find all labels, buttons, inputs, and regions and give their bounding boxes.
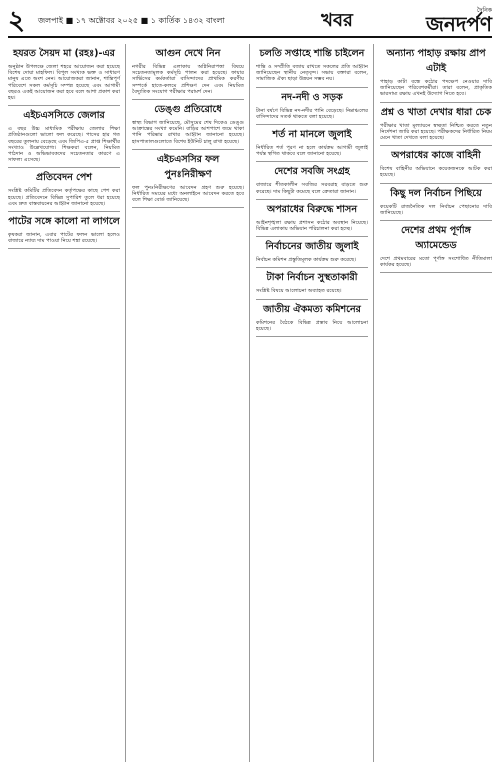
article-body: ফল পুনঃনিরীক্ষণের আবেদন গ্রহণ শুরু হয়েছে। নির্ধারিত সময়ের মধ্যে অনলাইনে আবেদন করতে হবে বলে শিক্ষা বোর্ড জানিয়েছে। bbox=[132, 184, 244, 204]
divider bbox=[256, 236, 368, 237]
article bbox=[380, 106, 492, 147]
article-headline: প্রতিবেদন পেশ bbox=[36, 172, 92, 184]
divider bbox=[256, 161, 368, 162]
article-body: সংশ্লিষ্ট কমিটির প্রতিবেদন কর্তৃপক্ষের কাছে পেশ করা হয়েছে। প্রতিবেদনে বিভিন্ন সুপারিশ তুলে ধরা হয়েছে এবং দ্রুত বাস্তবায়নের আহ্বান জানানো হয়েছে। bbox=[8, 188, 120, 207]
article-body: কমিশনের বৈঠকে বিভিন্ন প্রস্তাব নিয়ে আলোচনা হয়েছে। bbox=[256, 319, 368, 332]
article bbox=[8, 215, 120, 249]
divider bbox=[256, 199, 368, 200]
article-body: আইনশৃঙ্খলা রক্ষায় প্রশাসন কঠোর অবস্থান নিয়েছে। বিভিন্ন এলাকায় অভিযান পরিচালনা করা হচ্ছে। bbox=[256, 219, 368, 233]
article bbox=[256, 303, 368, 337]
article-body: সংশ্লিষ্ট বিষয়ে আলোচনা অব্যাহত রয়েছে। bbox=[256, 288, 342, 295]
column-3 bbox=[256, 44, 374, 762]
divider bbox=[8, 105, 120, 106]
column-1 bbox=[8, 44, 126, 762]
column-4 bbox=[380, 44, 492, 762]
article-headline: প্রশ্ন ও খাতা দেখার ধারা চেক bbox=[380, 106, 492, 118]
divider bbox=[132, 149, 244, 150]
columns bbox=[8, 44, 492, 762]
article-headline: টাকা নির্বাচন সুস্থতাকারী bbox=[266, 272, 358, 284]
article-headline: কিছু দল নির্বাচন পিছিয়ে bbox=[390, 187, 482, 199]
article-headline: নদ-নদী ও সড়ক bbox=[281, 91, 343, 103]
article-headline: ডেঙ্গু প্রতিরোধে bbox=[154, 104, 222, 116]
article bbox=[132, 103, 244, 150]
article-headline: দেশের সবজি সংগ্রহ bbox=[274, 166, 350, 178]
article-headline: জাতীয় ঐকমত্য কমিশনের bbox=[263, 303, 361, 315]
article-body: কয়েকটি রাজনৈতিক দল নির্বাচন পেছানোর দাবি জানিয়েছে। bbox=[380, 203, 492, 216]
article-body: দেশে প্রথমবারের মতো পূর্ণাঙ্গ সংশোধিত নীতিমালা কার্যকর হয়েছে। bbox=[380, 256, 492, 269]
divider bbox=[132, 99, 244, 100]
article-body: পরীক্ষার খাতা মূল্যায়নে স্বচ্ছতা নিশ্চিত করতে নতুন নির্দেশনা জারি করা হয়েছে। পরীক্ষকদের নির্ধারিত নিয়ম মেনে খাতা দেখতে বলা হয়েছে। bbox=[380, 122, 492, 142]
brand-sub: দৈনিক bbox=[476, 7, 492, 14]
article-headline: পাটের সঙ্গে কালো না লাগলে bbox=[8, 216, 120, 228]
article bbox=[380, 47, 492, 103]
article-body: নির্বাচন কমিশন প্রস্তুতিমূলক কার্যক্রম শুরু করেছে। bbox=[256, 257, 357, 264]
page-number: ২ bbox=[8, 6, 25, 36]
masthead bbox=[8, 6, 492, 38]
article-body: কৃষকরা জানান, এবার পাটের ফলন ভালো হলেও বাজারে ন্যায্য দাম পাওয়া নিয়ে শঙ্কা রয়েছে। bbox=[8, 232, 120, 245]
brand-logo bbox=[372, 8, 492, 34]
article bbox=[256, 203, 368, 237]
divider bbox=[8, 211, 120, 212]
article-body: বাজারে শীতকালীন সবজির সরবরাহ বাড়তে শুরু করেছে। দাম কিছুটা কমেছে বলে ক্রেতারা জানান। bbox=[256, 182, 368, 195]
divider bbox=[256, 124, 368, 125]
article-body: অনুষ্ঠান উপলক্ষে জেলা শহরে আয়োজন করা হয়েছে বিশেষ দোয়া মাহফিল। বিপুল সংখ্যক ভক্ত ও সাধারণ মানুষ এতে অংশ নেন। আয়োজকরা জানান, শান্তিপূর্ণ পরিবেশে সকল কর্মসূচি সম্পন্ন হয়েছে এবং আগামী বছরও একই আয়োজন করা হবে বলে আশা প্রকাশ করা হয়। bbox=[8, 64, 120, 102]
article-headline: আগুন দেখে নিন bbox=[155, 48, 221, 59]
article bbox=[8, 109, 120, 168]
article-body: পাহাড় কাটা বন্ধে কঠোর পদক্ষেপ নেওয়ার দাবি জানিয়েছেন পরিবেশকর্মীরা। তারা বলেন, প্রাকৃতিক ভারসাম্য রক্ষায় এখনই উদ্যোগ নিতে হবে। bbox=[380, 79, 492, 98]
article bbox=[380, 149, 492, 183]
article-body: শান্তি ও সম্প্রীতি বজায় রাখতে সকলের প্রতি আহ্বান জানিয়েছেন স্থানীয় নেতৃবৃন্দ। সভায় বক্তারা বলেন, সামাজিক ঐক্য ছাড়া উন্নয়ন সম্ভব নয়। bbox=[256, 64, 368, 83]
article bbox=[256, 128, 368, 162]
divider bbox=[132, 207, 244, 208]
divider bbox=[8, 167, 120, 168]
article bbox=[256, 240, 368, 268]
divider bbox=[8, 248, 120, 249]
article-headline: অপরাধের কাজে বাহিনী bbox=[391, 150, 481, 162]
brand-name: জনদর্পণ bbox=[425, 12, 492, 36]
article-body: এ বছর উচ্চ মাধ্যমিক পরীক্ষায় জেলার শিক্ষা প্রতিষ্ঠানগুলো ভালো ফল করেছে। পাসের হার গত বছরের তুলনায় বেড়েছে এবং জিপিএ-৫ প্রাপ্ত শিক্ষার্থীর সংখ্যাও উল্লেখযোগ্য। শিক্ষকরা বলেন, নিয়মিত পাঠদান ও অভিভাবকদের সচেতনতার কারণে এ সাফল্য এসেছে। bbox=[8, 126, 120, 164]
divider bbox=[380, 102, 492, 103]
article-headline: দেশের প্রথম পূর্ণাঙ্গ অ্যামেন্ডেড bbox=[401, 225, 471, 252]
dateline: জলপাই ■ ১৭ অক্টোবর ২০২৫ ■ ১ কার্তিক ১৪৩২ বাংলা bbox=[38, 15, 225, 25]
article bbox=[256, 47, 368, 88]
article bbox=[132, 47, 244, 100]
divider bbox=[256, 267, 368, 268]
divider bbox=[380, 272, 492, 273]
article bbox=[256, 165, 368, 199]
article bbox=[8, 47, 120, 106]
article bbox=[380, 187, 492, 221]
divider bbox=[256, 336, 368, 337]
article-body: স্বাস্থ্য বিভাগ জানিয়েছে, মৌসুমের শেষ দিকেও ডেঙ্গু আক্রান্তের সংখ্যা কমেনি। বাড়ির আশপাশে জমে থাকা পানি পরিষ্কার রাখার আহ্বান জানানো হয়েছে। হাসপাতালগুলোতে বিশেষ ইউনিট চালু রাখা হয়েছে। bbox=[132, 120, 244, 145]
article-body: নগরীর বিভিন্ন এলাকায় অগ্নিনিরাপত্তা বিষয়ে সচেতনতামূলক কর্মসূচি পালন করা হয়েছে। ফায়ার সার্ভিসের কর্মকর্তারা বাসিন্দাদের প্রাথমিক করণীয় সম্পর্কে হাতে-কলমে প্রশিক্ষণ দেন এবং নিয়মিত বৈদ্যুতিক সংযোগ পরীক্ষার পরামর্শ দেন। bbox=[132, 64, 244, 95]
divider bbox=[380, 183, 492, 184]
article-headline: হযরত সৈয়দ মা (রহঃ)-এর bbox=[13, 48, 115, 59]
article-body: নির্ধারিত শর্ত পূরণ না হলে কার্যক্রম আগামী জুলাই পর্যন্ত স্থগিত থাকবে বলে জানানো হয়েছে। bbox=[256, 145, 368, 158]
article-body: টানা বর্ষণে বিভিন্ন নদ-নদীর পানি বেড়েছে। নিম্নাঞ্চলের বাসিন্দাদের সতর্ক থাকতে বলা হয়েছে। bbox=[256, 107, 368, 120]
divider bbox=[380, 220, 492, 221]
divider bbox=[256, 87, 368, 88]
article bbox=[380, 224, 492, 273]
section-title: খবর bbox=[321, 9, 353, 31]
article-headline: চলতি সপ্তাহে শান্তি চাইলেন bbox=[259, 48, 365, 59]
article-headline: এইচএসসিতে জেলার bbox=[23, 110, 105, 122]
article bbox=[8, 171, 120, 212]
divider bbox=[256, 299, 368, 300]
article-headline: অন্যান্য পাহাড় রক্ষায় প্রাপ এটাই bbox=[386, 48, 486, 74]
article-body: বিশেষ বাহিনীর অভিযানে কয়েকজনকে আটক করা হয়েছে। bbox=[380, 166, 492, 179]
article-headline: শর্ত না মানলে জুলাই bbox=[272, 129, 352, 141]
article-headline: নির্বাচনের জাতীয় জুলাই bbox=[265, 241, 359, 253]
article bbox=[256, 91, 368, 125]
divider bbox=[380, 145, 492, 146]
column-2 bbox=[132, 44, 250, 762]
article bbox=[256, 271, 368, 299]
article-headline: এইচএসসির ফল পুনঃনিরীক্ষণ bbox=[156, 153, 220, 180]
article bbox=[132, 153, 244, 209]
article-headline: অপরাধের বিরুদ্ধে শাসন bbox=[266, 203, 358, 215]
